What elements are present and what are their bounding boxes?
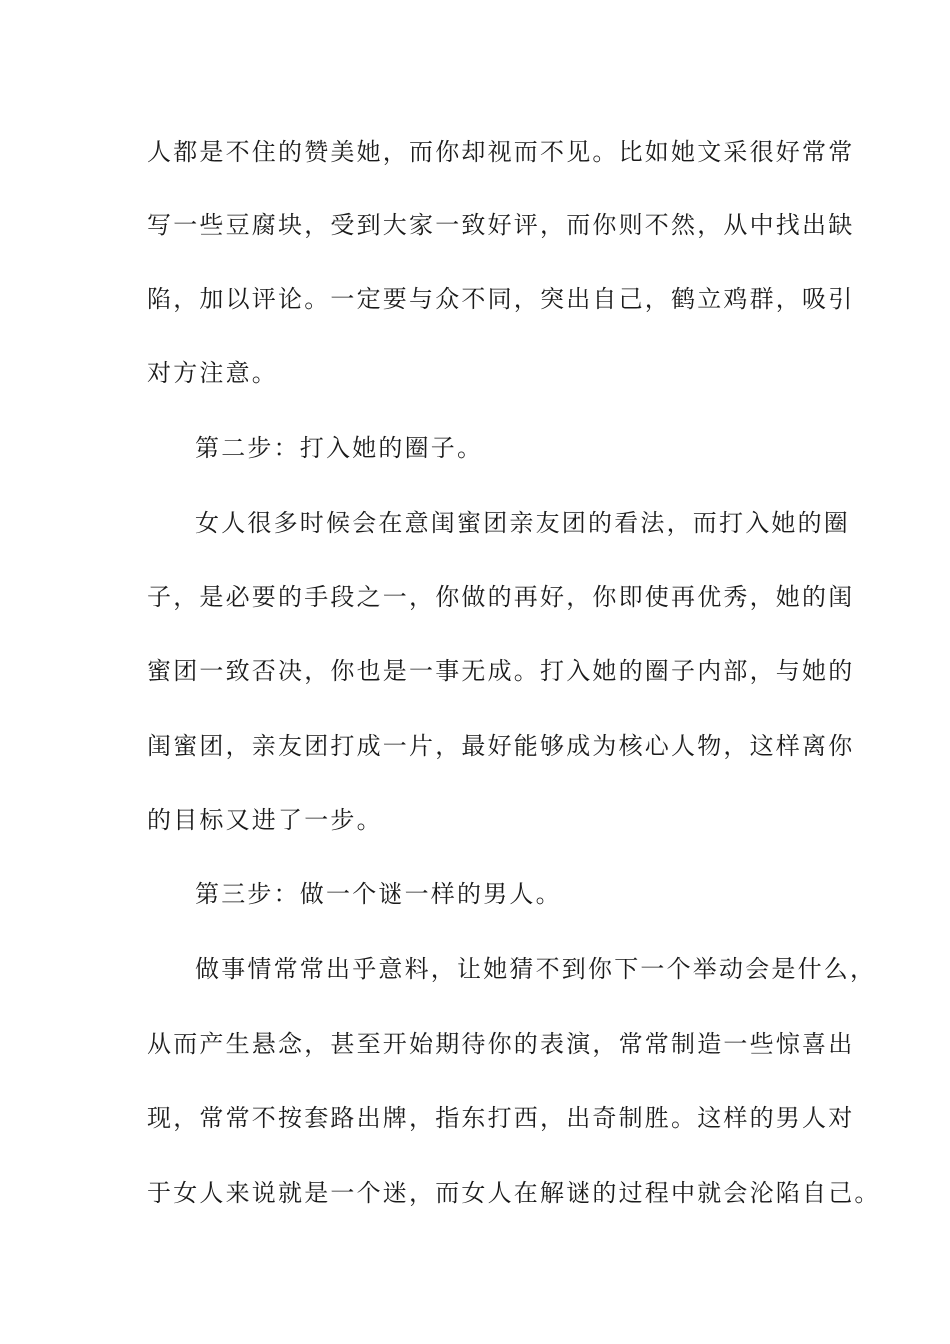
step-heading: 第二步：打入她的圈子。 (195, 434, 484, 462)
paragraph-line: 的目标又进了一步。 (147, 806, 383, 834)
paragraph-line: 从而产生悬念，甚至开始期待你的表演，常常制造一些惊喜出 (147, 1030, 855, 1058)
paragraph-line: 写一些豆腐块，受到大家一致好评，而你则不然，从中找出缺 (147, 211, 855, 239)
paragraph-line: 蜜团一致否决，你也是一事无成。打入她的圈子内部，与她的 (147, 657, 855, 685)
paragraph-line: 对方注意。 (147, 359, 278, 387)
paragraph-line: 闺蜜团，亲友团打成一片，最好能够成为核心人物，这样离你 (147, 732, 855, 760)
paragraph-line: 人都是不住的赞美她，而你却视而不见。比如她文采很好常常 (147, 138, 855, 166)
paragraph-line: 做事情常常出乎意料，让她猜不到你下一个举动会是什么， (195, 955, 877, 983)
paragraph-line: 于女人来说就是一个迷，而女人在解谜的过程中就会沦陷自己。 (147, 1179, 881, 1207)
paragraph-line: 女人很多时候会在意闺蜜团亲友团的看法，而打入她的圈 (195, 509, 850, 537)
step-heading: 第三步：做一个谜一样的男人。 (195, 880, 562, 908)
paragraph-line: 子，是必要的手段之一，你做的再好，你即使再优秀，她的闺 (147, 583, 855, 611)
paragraph-line: 现，常常不按套路出牌，指东打西，出奇制胜。这样的男人对 (147, 1104, 855, 1132)
paragraph-line: 陷，加以评论。一定要与众不同，突出自己，鹤立鸡群，吸引 (147, 285, 855, 313)
